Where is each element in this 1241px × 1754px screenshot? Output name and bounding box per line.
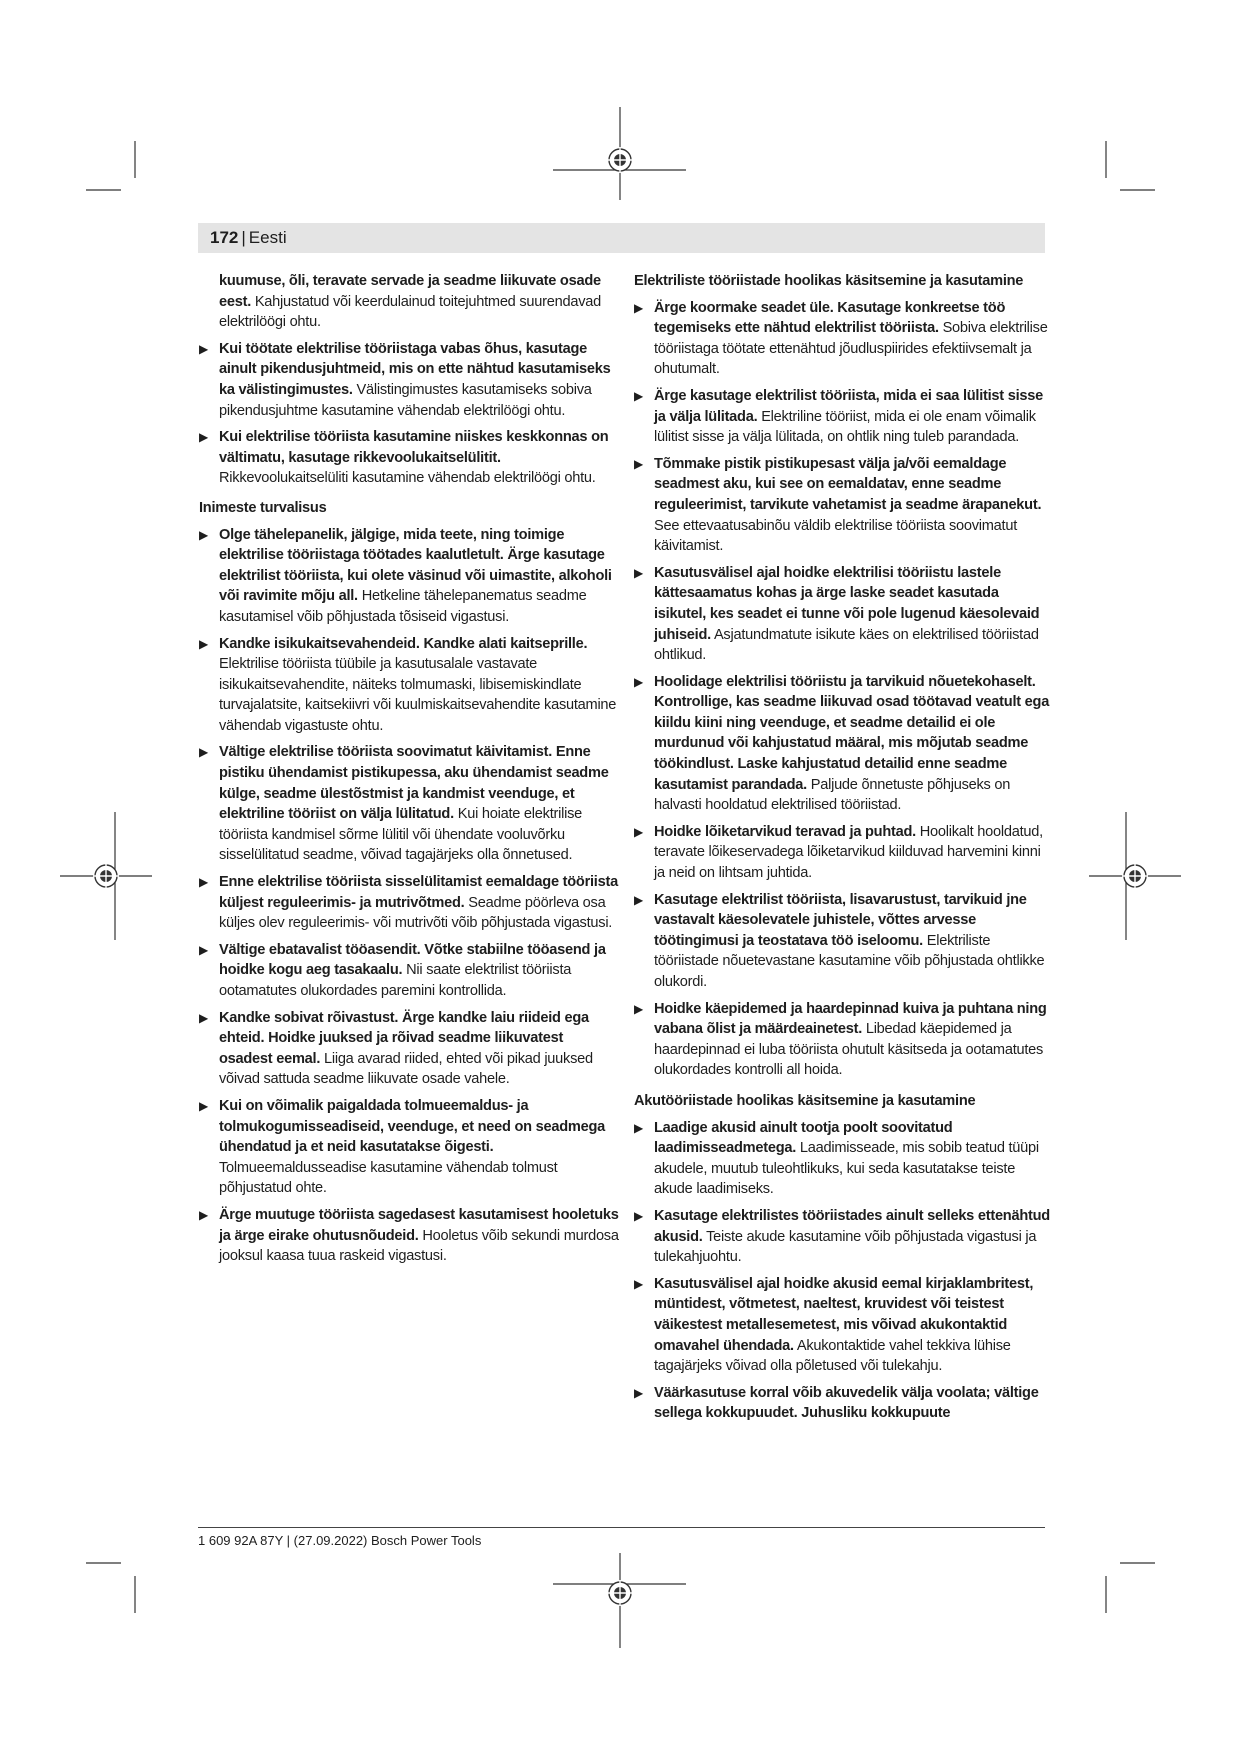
- item-bold-text: Kui on võimalik paigaldada tolmueemaldus- ja tolmukogumisseadiseid, veenduge, et need on seadmega ühendatud ja et neid kasutatakse õigesti.: [219, 1097, 606, 1156]
- item-text: Libedad käepidemed ja haardepinnad ei luba tööriista ohutult käsitseda ja ootamatutes olukordades kontrolli all hoida.: [654, 1021, 1044, 1079]
- item-text: See ettevaatusabinõu väldib elektrilise tööriista soovimatut käivitamist.: [654, 517, 1018, 555]
- registration-target-top: [607, 147, 633, 173]
- item-bold-text: Kasutusvälisel ajal hoidke akusid eemal kirjaklambritest, müntidest, võtmetest, naeltest, kruvidest või teistest väikestest metallesemetest, mis võivad akukontaktid omavahel ühendada.: [654, 1275, 1034, 1354]
- item-text: Hooletus võib sekundi murdosa jooksul kaasa tuua raskeid vigastusi.: [219, 1227, 619, 1265]
- bullet-arrow-icon: ▶: [199, 1098, 208, 1113]
- continuation-paragraph: [199, 271, 619, 333]
- item-bold-text: Ärge kasutage elektrilist tööriista, mida ei saa lülitist sisse ja välja lülitada.: [654, 387, 1043, 425]
- bullet-arrow-icon: ▶: [199, 527, 208, 542]
- item-bold-text: Enne elektrilise tööriista sisselülitamist eemaldage tööriista küljest reguleerimis- ja mutrivõtmed.: [219, 874, 618, 911]
- bullet-arrow-icon: ▶: [634, 824, 643, 839]
- bullet-arrow-icon: ▶: [634, 300, 643, 315]
- registration-target-right: [1122, 863, 1148, 889]
- item-bold-text: Kasutage elektrilist tööriista, lisavarustust, tarvikuid jne vastavalt käesolevatele juhistele, võttes arvesse töötingimusi ja teostatava töö iseloomu.: [654, 891, 1027, 949]
- list-item: [199, 427, 619, 489]
- item-text: Liiga avarad riided, ehted või pikad juuksed võivad sattuda seadme liikuvate osade vahele.: [219, 1050, 593, 1088]
- item-text: Paljude õnnetuste põhjuseks on halvasti hooldatud elektrilised tööriistad.: [654, 776, 1011, 814]
- section-heading: Elektriliste tööriistade hoolikas käsitsemine ja kasutamine: [634, 273, 1024, 289]
- list-item: [634, 1206, 1054, 1268]
- list-item: [634, 298, 1054, 380]
- item-text: Asjatundmatute isikute käes on elektrilised tööriistad ohtlikud.: [654, 626, 1039, 664]
- list-item: [199, 339, 619, 421]
- item-text: Sobiva elektrilise tööriistaga töötate ettenähtud jõudluspiirides efektiivsemalt ja ohutumalt.: [654, 320, 1048, 378]
- item-text: Kui hoiate elektrilise tööriista kandmisel sõrme lülitil või ühendate vooluvõrku sisselülitatud seadme, võivad tagajärjeks olla õnnetused.: [219, 806, 583, 864]
- item-bold-text: Vältige ebatavalist tööasendit. Võtke stabiilne tööasend ja hoidke kogu aeg tasakaalu.: [219, 941, 606, 979]
- bullet-arrow-icon: ▶: [634, 456, 643, 471]
- bullet-arrow-icon: ▶: [634, 892, 643, 907]
- item-bold-text: Kandke sobivat rõivastust. Ärge kandke laiu riideid ega ehteid. Hoidke juuksed ja rõivad seadme liikuvatest osadest eemal.: [219, 1009, 589, 1067]
- bullet-arrow-icon: ▶: [634, 565, 643, 580]
- right-column: [634, 271, 1054, 1430]
- item-text: Välistingimustes kasutamiseks sobiva pikendusjuhtme kasutamine vähendab elektrilöögi ohtu.: [219, 381, 592, 419]
- item-bold-text: Kui töötate elektrilise tööriistaga vabas õhus, kasutage ainult pikendusjuhtmeid, mis on ette nähtud kasutamiseks ka välistingimustes.: [219, 340, 611, 398]
- page-header: [210, 228, 287, 248]
- bullet-arrow-icon: ▶: [634, 1276, 643, 1291]
- list-item: [199, 1096, 619, 1199]
- paragraph-bold-text: kuumuse, õli, teravate servade ja seadme liikuvate osade eest.: [219, 273, 601, 310]
- item-bold-text: Laadige akusid ainult tootja poolt soovitatud laadimisseadmetega.: [654, 1119, 953, 1157]
- list-item: [634, 563, 1054, 666]
- bullet-arrow-icon: ▶: [199, 341, 208, 356]
- bullet-arrow-icon: ▶: [634, 1120, 643, 1135]
- header-language: Eesti: [248, 228, 287, 247]
- bullet-arrow-icon: ▶: [634, 1001, 643, 1016]
- list-item: [634, 1118, 1054, 1200]
- bullet-arrow-icon: ▶: [199, 745, 208, 760]
- item-text: Hetkeline tähelepanematus seadme kasutamisel võib põhjustada tõsiseid vigastusi.: [219, 588, 587, 625]
- item-bold-text: Hoidke käepidemed ja haardepinnad kuiva ja puhtana ning vabana õlist ja määrdeainetest.: [654, 1000, 1047, 1038]
- item-text: Hoolikalt hooldatud, teravate lõikeservadega lõiketarvikud kiilduvad harvemini kinni ja neid on lihtsam juhtida.: [654, 823, 1043, 882]
- item-text: Laadimisseade, mis sobib teatud tüüpi akudele, muutub tuleohtlikuks, kui seda kasutatakse teiste akude laadimiseks.: [654, 1140, 1039, 1198]
- list-item: [199, 742, 619, 866]
- item-text: Rikkevoolukaitselüliti kasutamine vähendab elektrilöögi ohtu.: [219, 470, 596, 487]
- item-bold-text: Vältige elektrilise tööriista soovimatut käivitamist. Enne pistiku ühendamist pistikupessa, aku ühendamist seadme külge, seadme ülestõstmist ja kandmist veenduge, et elektriline tööriist on välja lülitatud.: [219, 744, 609, 823]
- page-number: 172: [210, 228, 239, 247]
- item-bold-text: Tõmmake pistik pistikupesast välja ja/või eemaldage seadmest aku, kui see on eemaldatav, enne seadme reguleerimist, tarvikute vahetamist ja seadme ärapanekut.: [654, 455, 1042, 513]
- registration-target-bottom: [607, 1580, 633, 1606]
- list-item: [634, 1274, 1054, 1377]
- item-bold-text: Kasutage elektrilistes tööriistades ainult selleks ettenähtud akusid.: [654, 1207, 1050, 1245]
- item-bold-text: Kandke isikukaitsevahendeid. Kandke alati kaitseprille.: [219, 635, 588, 652]
- registration-target-left: [93, 863, 119, 889]
- list-item: [634, 822, 1054, 884]
- item-text: Elektriline tööriist, mida ei ole enam võimalik lülitist sisse ja välja lülitada, on ohtlik ning tuleb parandada.: [654, 408, 1036, 446]
- list-item: [199, 1008, 619, 1090]
- footer-text: 1 609 92A 87Y | (27.09.2022) Bosch Power Tools: [198, 1533, 482, 1548]
- item-text: Akukontaktide vahel tekkiva lühise tagajärjeks võivad olla põletused või tulekahju.: [654, 1337, 1011, 1375]
- list-item: [199, 634, 619, 737]
- bullet-arrow-icon: ▶: [199, 942, 208, 957]
- item-bold-text: Ärge koormake seadet üle. Kasutage konkreetse töö tegemiseks ette nähtud elektrilist tööriista.: [654, 299, 1006, 337]
- bullet-arrow-icon: ▶: [634, 1385, 643, 1400]
- bullet-arrow-icon: ▶: [634, 388, 643, 403]
- item-bold-text: Hoidke lõiketarvikud teravad ja puhtad.: [654, 823, 916, 840]
- list-item: [199, 1205, 619, 1267]
- list-item: [199, 525, 619, 628]
- item-bold-text: Ärge muutuge tööriista sagedasest kasutamisest hooletuks ja ärge eirake ohutusnõudeid.: [219, 1206, 619, 1244]
- item-bold-text: Kasutusvälisel ajal hoidke elektrilisi tööriistu lastele kättesaamatus kohas ja ärge laske seadet kasutada isikutel, kes seadet ei tunne või pole lugenud käesolevaid juhiseid.: [654, 564, 1040, 643]
- item-bold-text: Kui elektrilise tööriista kasutamine niiskes keskkonnas on vältimatu, kasutage rikkevoolukaitselülitit.: [219, 429, 609, 466]
- list-item: [634, 890, 1054, 993]
- bullet-arrow-icon: ▶: [199, 1010, 208, 1025]
- bullet-arrow-icon: ▶: [199, 1207, 208, 1222]
- item-text: Teiste akude kasutamine võib põhjustada vigastusi ja tulekahjuohtu.: [654, 1228, 1037, 1266]
- header-band: [198, 223, 1045, 253]
- item-text: Tolmueemaldusseadise kasutamine vähendab tolmust põhjustatud ohte.: [219, 1159, 558, 1197]
- bullet-arrow-icon: ▶: [199, 636, 208, 651]
- list-item: [634, 386, 1054, 448]
- list-item: [634, 999, 1054, 1081]
- list-item: [634, 672, 1054, 816]
- item-text: Seadme pöörleva osa küljes olev reguleerimis- või mutrivõti võib põhjustada vigastusi.: [219, 894, 613, 932]
- bullet-arrow-icon: ▶: [634, 674, 643, 689]
- section-heading: Inimeste turvalisus: [199, 499, 327, 516]
- item-bold-text: Olge tähelepanelik, jälgige, mida teete, ning toimige elektrilise tööriistaga töötades kaalutletult. Ärge kasutage elektrilist tööriista, kui olete väsinud või uimastite, alkoholi või ravimite mõju all.: [219, 526, 612, 605]
- bullet-arrow-icon: ▶: [634, 1208, 643, 1223]
- item-text: Elektriliste tööriistade nõuetevastane kasutamine võib põhjustada ohtlikke olukordi.: [654, 932, 1045, 990]
- list-item: [634, 454, 1054, 557]
- left-column: [199, 271, 619, 1273]
- item-bold-text: Väärkasutuse korral võib akuvedelik välja voolata; vältige sellega kokkupuudet. Juhusliku kokkupuute: [654, 1384, 1039, 1422]
- bullet-arrow-icon: ▶: [199, 875, 208, 890]
- list-item: [199, 940, 619, 1002]
- paragraph-text: Kahjustatud või keerdulainud toitejuhtmed suurendavad elektrilöögi ohtu.: [219, 293, 601, 331]
- bullet-arrow-icon: ▶: [199, 430, 208, 445]
- item-bold-text: Hoolidage elektrilisi tööriistu ja tarvikuid nõuetekohaselt. Kontrollige, kas seadme liikuvad osad töötavad veatult ega kiildu kiini ning veenduge, et seadme detailid ei ole murdunud või kahjustatud määral, mis mõjutab seadme töökindlust. Laske kahjustatud detailid enne seadme kasutamist parandada.: [654, 673, 1050, 793]
- footer-rule: [198, 1527, 1045, 1528]
- header-separator: |: [241, 228, 246, 247]
- item-text: Elektrilise tööriista tüübile ja kasutusalale vastavate isikukaitsevahendite, näiteks tolmumaski, libisemiskindlate turvajalatsite, kaitsekiivri või kuulmiskaitsevahendite kasutamine vähendab vigastuste ohtu.: [219, 656, 617, 734]
- list-item: [634, 1383, 1054, 1424]
- list-item: [199, 872, 619, 934]
- section-heading: Akutööriistade hoolikas käsitsemine ja kasutamine: [634, 1092, 976, 1109]
- item-text: Nii saate elektrilist tööriista ootamatutes olukordades paremini kontrollida.: [219, 962, 572, 999]
